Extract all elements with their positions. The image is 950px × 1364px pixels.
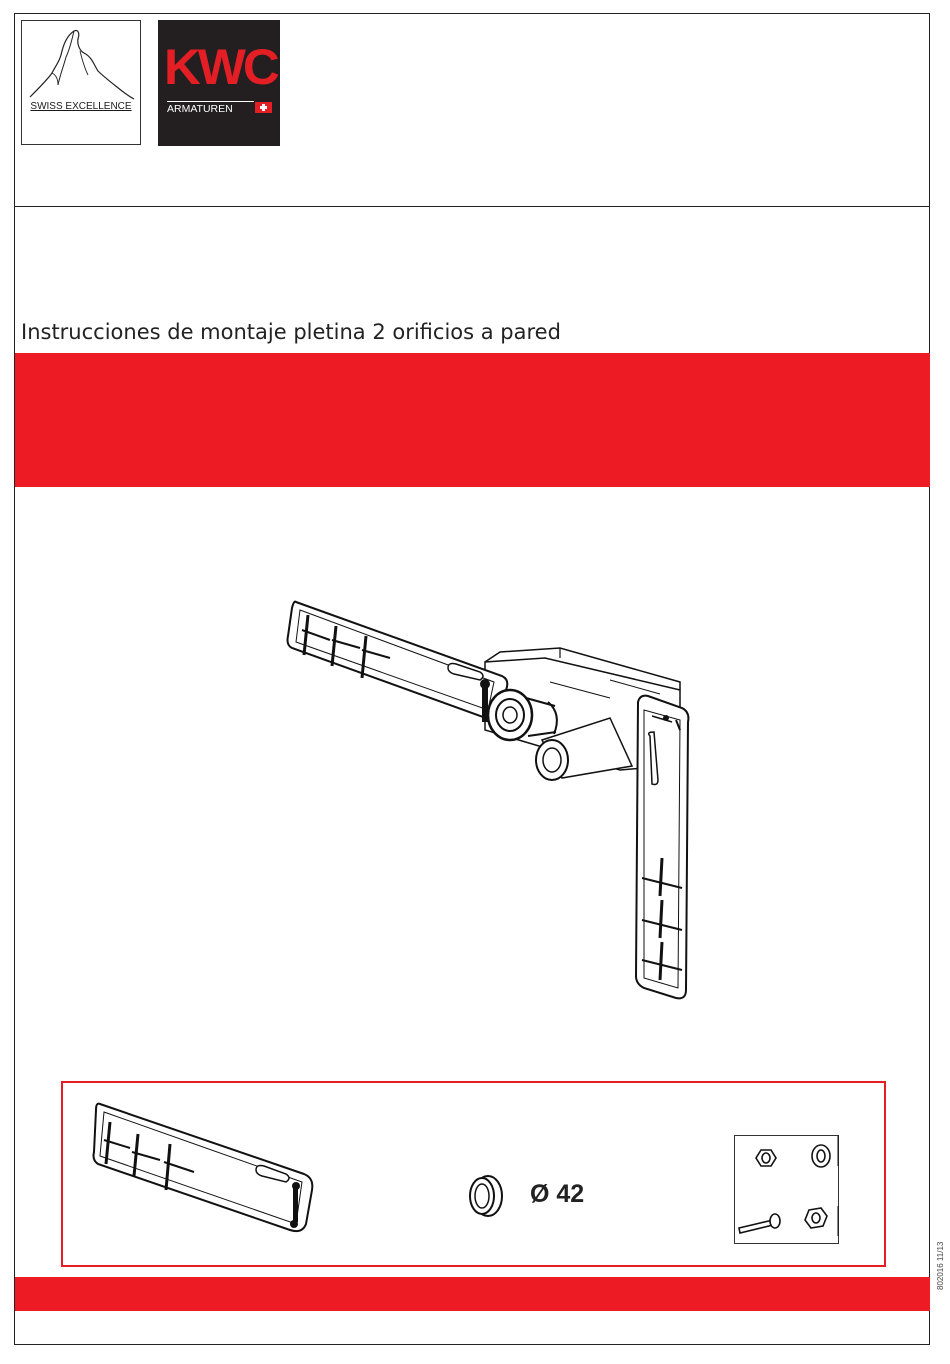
swiss-excellence-logo xyxy=(21,20,141,145)
header-divider xyxy=(14,206,930,207)
kwc-logo xyxy=(158,20,280,146)
reducer-ring-icon xyxy=(466,1170,506,1222)
red-footer-band xyxy=(15,1277,930,1311)
diameter-label: Ø 42 xyxy=(530,1180,585,1208)
matterhorn-icon xyxy=(22,21,142,101)
page-title: Instrucciones de montaje pletina 2 orificios a pared xyxy=(21,320,561,344)
wall-plate-assembly-illustration xyxy=(280,590,700,1010)
swiss-excellence-caption: SWISS EXCELLENCE xyxy=(30,101,132,112)
document-code: 802016 11/13 xyxy=(936,1241,945,1290)
swiss-flag-icon xyxy=(255,102,272,113)
screws-nuts-washers-icon xyxy=(735,1136,840,1245)
hardware-parts-box xyxy=(734,1135,839,1244)
kwc-brand-text: KWC xyxy=(164,39,277,95)
red-title-band xyxy=(15,353,930,487)
kwc-brand-subtitle: ARMATUREN xyxy=(167,101,254,115)
wall-plate-part-icon xyxy=(90,1100,320,1240)
